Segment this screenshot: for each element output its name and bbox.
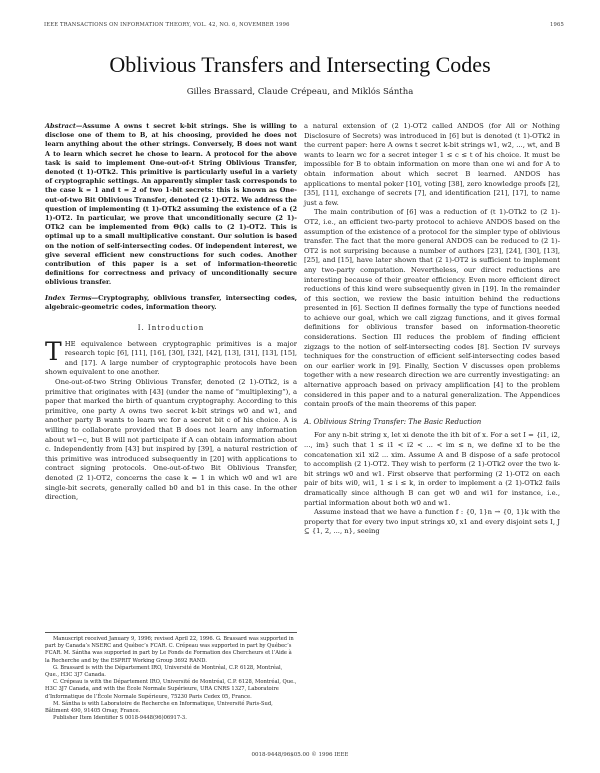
right-paragraph-2: The main contribution of [6] was a reduction of (t 1)-OTk2 to (2 1)-OT2, i.e., an efficient two-party protocol to achieve ANDOS based on the assumption of the existence of a protocol for the simpler type of oblivious transfer. The fact that the more general ANDOS can be reduced to (2 1)-OT2 is not surprising because a number of authors [23], [24], [30], [13], [25], and [15], have later shown that (2 1)-OT2 is sufficient to implement any two-party computation. Nevertheless, our direct reductions are interesting because of their greater efficiency. Even more efficient direct reductions of this kind were subsequently given in [19]. In the remainder of this section, we review the basic intuition behind the reductions presented in [6]. Section II defines formally the type of functions needed to achieve our goal, which we call zigzag functions, and it gives formal definitions for oblivious transfer based on information-theoretic considerations. Section III reduces the problem of finding efficient zigzags to the notion of self-intersecting codes [8]. Section IV surveys techniques for the construction of efficient self-intersecting codes based on our earlier work in [9]. Finally, Section V discusses open problems together with a new research direction we are currently investigating: an alternative approach based on privacy amplification [4] to the problem considered in this paper and to a natural generalization. The Appendices contain proofs of the main theorems of this paper. bbox=[304, 208, 560, 409]
intro-paragraph-1 bbox=[45, 336, 297, 378]
copyright-code: 0018-9448/96$05.00 © 1996 IEEE bbox=[251, 752, 349, 758]
running-head-journal: IEEE TRANSACTIONS ON INFORMATION THEORY, VOL. 42, NO. 6, NOVEMBER 1996 bbox=[44, 22, 290, 28]
index-terms-label: Index Terms— bbox=[45, 293, 99, 302]
right-paragraph-1: a natural extension of (2 1)-OT2 called ANDOS (for All or Nothing Disclosure of Secrets) was introduced in [6] but is denoted (t 1)-OTk2 in the current paper: here A owns t secret k-bit strings w1, w2, ..., wt, and B wants to learn wc for a secret integer 1 ≤ c ≤ t of his choice. It must be impossible for B to obtain information on more than one wi and for A to obtain information about which secret B learned. ANDOS has applications to mental poker [10], voting [38], zero knowledge proofs [2], [35], [11], exchange of secrets [7], and identification [21], [17], to name just a few. bbox=[304, 122, 560, 207]
footnote-crepeau: C. Crépeau is with the Département IRO, Université de Montréal, C.P. 6128, Montréal, Que., H3C 3J7 Canada, and with the École Normale Supérieure, URA CNRS 1327, Laboratoire d’Informatique de l’École Normale Supérieure, 75230 Paris Cedex 05, France. bbox=[45, 679, 297, 700]
section-heading-introduction: I. Introduction bbox=[137, 324, 205, 333]
index-terms-text: Cryptography, oblivious transfer, intersecting codes, algebraic-geometric codes, information theory. bbox=[45, 293, 297, 311]
footnote-manuscript: Manuscript received January 9, 1996; revised April 22, 1996. G. Brassard was supported in part by Canada’s NSERC and Québec’s FCAR. C. Crépeau was supported in part by Québec’s FCAR. M. Sántha was supported in part by Le Fonds de Formation des Chercheurs et l’Aide à la Recherche and by the ESPRIT Working Group 3692 RAND. bbox=[45, 636, 294, 664]
intro-paragraph-1-text: HE equivalence between cryptographic primitives is a major research topic [6], [11], [16], [30], [32], [42], [13], [31], [13], [15], and [17]. A large number of cryptographic protocols have been shown equivalent to one another. bbox=[45, 339, 297, 377]
abstract-text: Assume A owns t secret k-bit strings. She is willing to disclose one of them to B, at his choosing, provided he does not learn anything about the other strings. Conversely, B does not want A to learn which secret he chose to learn. A protocol for the above task is said to implement One-out-of-t String Oblivious Transfer, denoted (t 1)-OTk2. This primitive is particularly useful in a variety of cryptographic settings. An apparently simpler task corresponds to the case k = 1 and t = 2 of two 1-bit secrets: this is known as One-out-of-two Bit Oblivious Transfer, denoted (2 1)-OT2. We address the question of implementing (t 1)-OTk2 assuming the existence of a (2 1)-OT2. In particular, we prove that unconditionally secure (2 1)-OTk2 can be implemented from Θ(k) calls to (2 1)-OT2. This is optimal up to a small multiplicative constant. Our solution is based on the notion of self-intersecting codes. Of independent interest, we give several efficient new constructions for such codes. Another contribution of this paper is a set of information-theoretic definitions for correctness and privacy of unconditionally secure oblivious transfer. bbox=[45, 122, 297, 287]
paper-title: Oblivious Transfers and Intersecting Codes bbox=[109, 52, 491, 77]
subsection-heading: A. Oblivious String Transfer: The Basic Reduction bbox=[304, 417, 482, 426]
paper-authors: Gilles Brassard, Claude Crépeau, and Miklós Sántha bbox=[186, 87, 414, 97]
footnotes bbox=[45, 632, 297, 722]
footnote-santha: M. Sántha is with Laboratoire de Recherche en Informatique, Université Paris-Sud, Bâtiment 490, 91405 Orsay, France. bbox=[45, 700, 273, 715]
footnote-brassard: G. Brassard is with the Département IRO, Université de Montréal, C.P. 6128, Montréal, Que., H3C 3J7 Canada. bbox=[45, 664, 283, 679]
right-paragraph-4: Assume instead that we have a function f : {0, 1}n → {0, 1}k with the property that for every two input strings x0, x1 and every disjoint sets I, J ⊆ {1, 2, ..., n}, seeing bbox=[304, 508, 560, 536]
left-column bbox=[45, 122, 297, 503]
abstract bbox=[45, 122, 297, 288]
index-terms bbox=[45, 294, 297, 312]
drop-cap: T bbox=[45, 336, 62, 366]
abstract-label: Abstract— bbox=[45, 122, 83, 130]
intro-paragraph-2: One-out-of-two String Oblivious Transfer, denoted (2 1)-OTk2, is a primitive that originates with [43] (under the name of “multiplexing”), a paper that marked the birth of quantum cryptography. According to this primitive, one party A owns two secret k-bit strings w0 and w1, and another party B wants to learn wc for a secret bit c of his choice. A is willing to collaborate provided that B does not learn any information about w1−c, but B will not participate if A can obtain information about c. Independently from [43] but inspired by [39], a natural restriction of this primitive was introduced subsequently in [20] with applications to contract signing protocols. One-out-of-two Bit Oblivious Transfer, denoted (2 1)-OT2, concerns the case k = 1 in which w0 and w1 are single-bit secrets, generally called b0 and b1 in this case. In the other direction, bbox=[45, 378, 297, 502]
page-number: 1965 bbox=[549, 22, 564, 28]
right-paragraph-3: For any n-bit string x, let xi denote the ith bit of x. For a set I = {i1, i2, ..., im} such that 1 ≤ i1 < i2 < ... < im ≤ n, we define xI to be the concatenation xi1 xi2 ... xim. Assume A and B dispose of a safe protocol to accomplish (2 1)-OT2. They wish to perform (2 1)-OTk2 over the two k-bit strings w0 and w1. First observe that performing (2 1)-OT2 on each pair of bits wi0, wi1, 1 ≤ i ≤ k, in order to implement a (2 1)-OTk2 fails dramatically since although B can get w0 and wi1 for instance, i.e., partial information about both w0 and w1. bbox=[304, 431, 560, 507]
running-head bbox=[44, 22, 564, 28]
right-column bbox=[304, 122, 560, 537]
footnote-publisher-id: Publisher Item Identifier S 0018-9448(96)06917-3. bbox=[53, 715, 187, 722]
